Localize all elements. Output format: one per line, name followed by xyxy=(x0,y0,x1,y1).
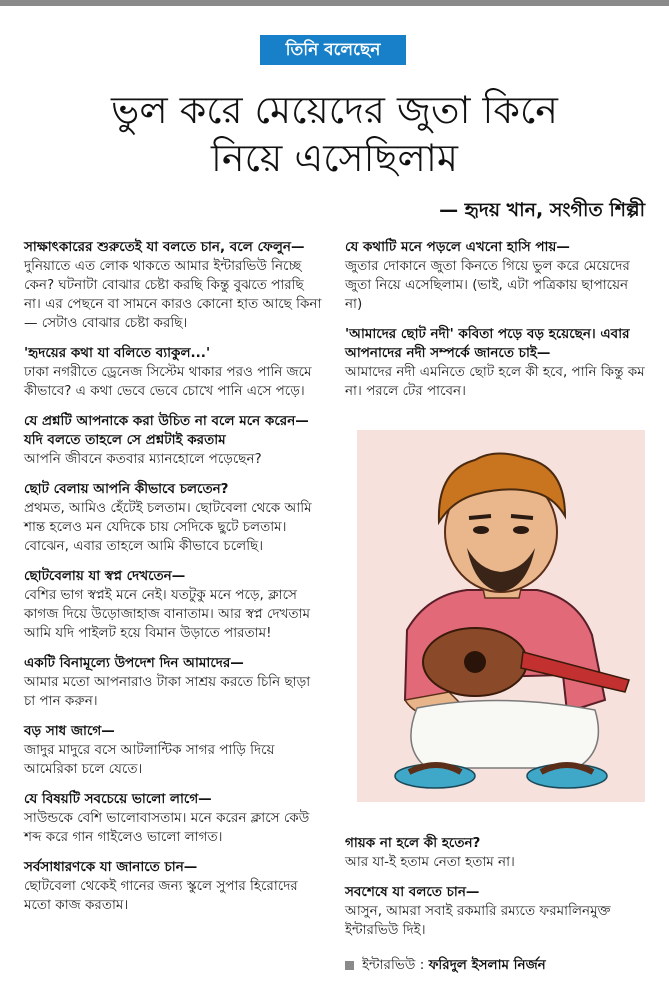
answer: আসুন, আমরা সবাই রকমারি রম্যতে ফরমালিনমুক্ত ইন্টারভিউ দিই। xyxy=(345,903,611,938)
question: সর্বসাধারণকে যা জানাতে চান— xyxy=(24,859,198,875)
credit-label: ইন্টারভিউ : xyxy=(362,957,425,973)
qa-item xyxy=(24,858,322,915)
qa-item xyxy=(24,567,322,643)
qa-item xyxy=(24,654,322,711)
qa-item xyxy=(24,344,322,401)
answer: আর যা-ই হতাম নেতা হতাম না। xyxy=(345,854,515,870)
right-column xyxy=(345,238,645,412)
left-eye xyxy=(473,526,489,534)
section-kicker: তিনি বলেছেন xyxy=(260,35,406,65)
question: গায়ক না হলে কী হতেন? xyxy=(345,835,481,851)
question: সাক্ষাৎকারের শুরুতেই যা বলতে চান, বলে ফেলুন— xyxy=(24,239,305,255)
headline-line-1: ভুল করে মেয়েদের জুতা কিনে xyxy=(111,88,558,132)
question: বড় সাধ জাগে— xyxy=(24,723,115,739)
qa-item xyxy=(345,883,645,940)
qa-item xyxy=(24,722,322,779)
qa-item xyxy=(345,238,645,314)
left-column xyxy=(24,238,322,926)
qa-item xyxy=(24,480,322,556)
square-bullet-icon xyxy=(345,961,354,970)
question: যে কথাটি মনে পড়লে এখনো হাসি পায়— xyxy=(345,239,570,255)
qa-item xyxy=(345,325,645,401)
question: 'আমাদের ছোট নদী' কবিতা পড়ে বড় হয়েছেন। এবার আপনাদের নদী সম্পর্কে জানতে চাই— xyxy=(345,326,630,361)
answer: ছোটবেলা থেকেই গানের জন্য স্কুলে সুপার হিরোদের মতো কাজ করতাম। xyxy=(24,878,298,913)
right-lower-column xyxy=(345,834,645,951)
answer: জাদুর মাদুরে বসে আটলান্টিক সাগর পাড়ি দিয়ে আমেরিকা চলে যেতে। xyxy=(24,742,275,777)
byline: — হৃদয় খান, সংগীত শিল্পী xyxy=(439,199,645,221)
question: যে বিষয়টি সবচেয়ে ভালো লাগে— xyxy=(24,791,212,807)
headline xyxy=(30,86,639,182)
qa-item xyxy=(24,238,322,333)
answer: সাউন্ডকে বেশি ভালোবাসতাম। মনে করেন ক্লাসে কেউ শব্দ করে গান গাইলেও ভালো লাগত। xyxy=(24,810,310,845)
answer: ঢাকা নগরীতে ড্রেনেজ সিস্টেম থাকার পরও পানি জমে কীভাবে? এ কথা ভেবে ভেবে চোখে পানি এসে পড়ে। xyxy=(24,364,312,399)
top-rule xyxy=(0,0,669,6)
qa-item xyxy=(24,790,322,847)
question: একটি বিনামূল্যে উপদেশ দিন আমাদের— xyxy=(24,655,244,671)
guitar-soundhole xyxy=(464,651,486,673)
qa-item xyxy=(24,412,322,469)
answer: দুনিয়াতে এত লোক থাকতে আমার ইন্টারভিউ নিচ্ছে কেন? ঘটনাটা বোঝার চেষ্টা করছি কিন্তু বুঝতে পারছি না। এর পেছনে বা সামনে কারও কোনো হাত আছে কিনা— সেটাও বোঝার চেষ্টা করছি। xyxy=(24,258,322,331)
question: ছোট বেলায় আপনি কীভাবে চলতেন? xyxy=(24,481,229,497)
answer: জুতার দোকানে জুতা কিনতে গিয়ে ভুল করে মেয়েদের জুতা নিয়ে এসেছিলাম। (ভাই, এটা পত্রিকায় ছাপায়েন না) xyxy=(345,258,630,312)
question: যে প্রশ্নটি আপনাকে করা উচিত না বলে মনে করেন— যদি বলতে তাহলে সে প্রশ্নটাই করতাম xyxy=(24,413,309,448)
answer: আপনি জীবনে কতবার ম্যানহোলে পড়েছেন? xyxy=(24,451,262,467)
answer: প্রথমত, আমিও হেঁটেই চলতাম। ছোটবেলা থেকে আমি শান্ত হলেও মন যেদিকে চায় সেদিকে ছুটে চলতাম। বোঝেন, এবার তাহলে আমি কীভাবে চলেছি। xyxy=(24,500,312,554)
answer: আমাদের নদী এমনিতে ছোট হলে কী হবে, পানি কিন্তু কম না। পরলে টের পাবেন। xyxy=(345,364,645,399)
headline-line-2: নিয়ে এসেছিলাম xyxy=(211,136,458,180)
caricature-illustration xyxy=(357,430,645,802)
right-eye xyxy=(513,526,529,534)
credit-name: ফরিদুল ইসলাম নির্জন xyxy=(428,957,546,973)
interview-credit xyxy=(345,954,546,977)
dhoti-shape xyxy=(411,700,599,768)
answer: বেশির ভাগ স্বপ্নই মনে নেই। যতটুকু মনে পড়ে, ক্লাসে কাগজ দিয়ে উড়োজাহাজ বানাতাম। আর স্বপ্ন দেখতাম আমি যদি পাইলট হয়ে বিমান উড়াতে পারতাম! xyxy=(24,587,310,641)
question: সবশেষে যা বলতে চান— xyxy=(345,884,480,900)
qa-item xyxy=(345,834,645,872)
question: 'হৃদয়ের কথা যা বলিতে ব্যাকুল...' xyxy=(24,345,211,361)
answer: আমার মতো আপনারাও টাকা সাশ্রয় করতে চিনি ছাড়া চা পান করুন। xyxy=(24,674,311,709)
question: ছোটবেলায় যা স্বপ্ন দেখতেন— xyxy=(24,568,186,584)
